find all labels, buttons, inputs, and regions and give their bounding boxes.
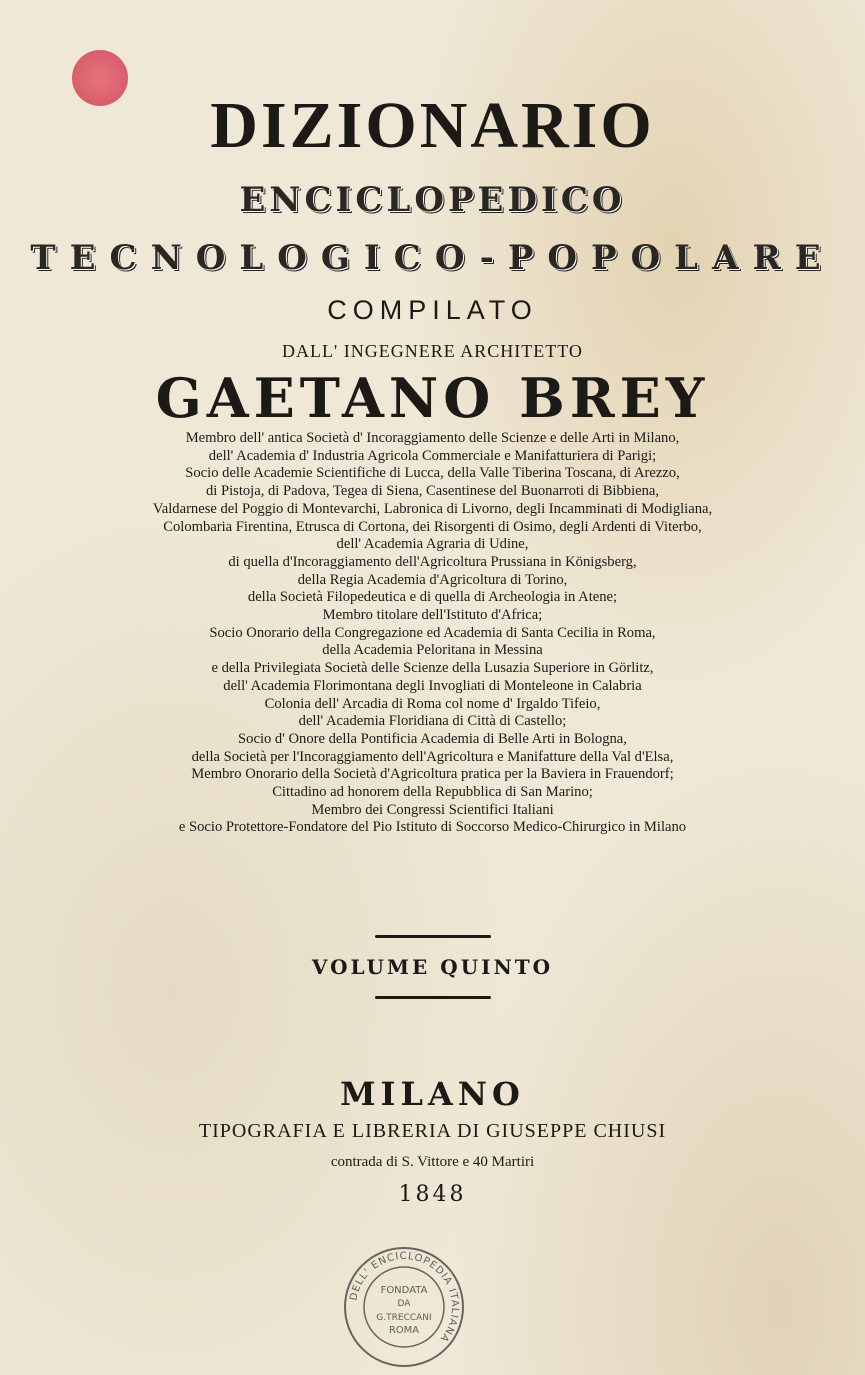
credit-line: dell' Academia Florimontana degli Invogliati di Monteleone in Calabria [223,677,642,694]
credit-line: dell' Academia Floridiana di Città di Castello; [298,713,567,730]
credit-line: Socio Onorario della Congregazione ed Academia di Santa Cecilia in Roma, [209,624,656,641]
credit-line: Socio delle Academie Scientifiche di Lucca, della Valle Tiberina Toscana, di Arezzo, [185,465,680,482]
credit-line: e della Privilegiata Società delle Scienze della Lusazia Superiore in Görlitz, [211,660,654,677]
credit-line: dell' Academia Agraria di Udine, [336,536,529,553]
volume-label: VOLUME QUINTO [311,955,554,979]
credit-line: Socio d' Onore della Pontificia Academia di Belle Arti in Bologna, [238,730,627,747]
divider-rule [375,935,491,938]
credit-line: e Socio Protettore-Fondatore del Pio Istituto di Soccorso Medico-Chirurgico in Milano [178,819,687,836]
credit-line: Cittadino ad honorem della Repubblica di San Marino; [272,784,593,801]
credit-line: Membro dell' antica Società d' Incoraggiamento delle Scienze e delle Arti in Milano, [185,430,680,446]
book-subtitle-1: ENCICLOPEDICO [239,180,626,220]
credit-line: Membro Onorario della Società d'Agricoltura pratica per la Baviera in Frauendorf; [191,766,674,783]
stamp-center-line: ROMA [388,1325,420,1336]
credit-line: dell' Academia d' Industria Agricola Commerciale e Manifatturiera di Parigi; [208,447,657,464]
credit-line: della Regia Academia d'Agricoltura di Torino, [297,571,568,588]
credit-line: della Academia Peloritana in Messina [322,642,543,659]
stamp-center-line: G.TRECCANI [376,1313,432,1323]
credit-line: Colombaria Firentina, Etrusca di Cortona, dei Risorgenti di Osimo, degli Ardenti di Viterbo, [163,518,702,535]
credit-line: di Pistoja, di Padova, Tegea di Siena, Casentinese del Buonarroti di Bibbiena, [205,483,660,500]
credit-line: Valdarnese del Poggio di Montevarchi, Labronica di Livorno, degli Incamminati di Modigliana, [152,500,713,517]
imprint-year: 1848 [398,1182,467,1207]
author-name: GAETANO BREY [155,366,710,430]
book-title: DIZIONARIO [210,89,655,162]
stamp-ring-text: DELL' ENCICLOPEDIA ITALIANA [348,1250,461,1345]
treccani-library-stamp [342,1245,466,1369]
credit-line: di quella d'Incoraggiamento dell'Agricoltura Prussiana in Königsberg, [228,553,637,570]
credit-line: Membro titolare dell'Istituto d'Africa; [322,607,543,624]
stamp-center-line: DA [397,1299,411,1309]
credit-line: della Società Filopedeutica e di quella di Archeologia in Atene; [247,589,618,606]
imprint-printer: TIPOGRAFIA E LIBRERIA DI GIUSEPPE CHIUSI [198,1120,667,1142]
credit-line: della Società per l'Incoraggiamento dell'Agricoltura e Manifatture della Val d'Elsa, [191,748,674,765]
compiled-by-label: COMPILATO [327,295,538,325]
author-role: DALL' INGEGNERE ARCHITETTO [282,341,583,361]
credit-line: Colonia dell' Arcadia di Roma col nome d' Irgaldo Tifeio, [264,695,601,712]
credit-line: Membro dei Congressi Scientifici Italiani [311,801,554,818]
imprint-address: contrada di S. Vittore e 40 Martiri [330,1154,535,1170]
stamp-center-line: FONDATA [380,1285,428,1296]
imprint-city: MILANO [340,1075,525,1113]
book-subtitle-2: TECNOLOGICO-POPOLARE [30,238,835,278]
author-credits [0,430,865,837]
divider-rule [375,996,491,999]
